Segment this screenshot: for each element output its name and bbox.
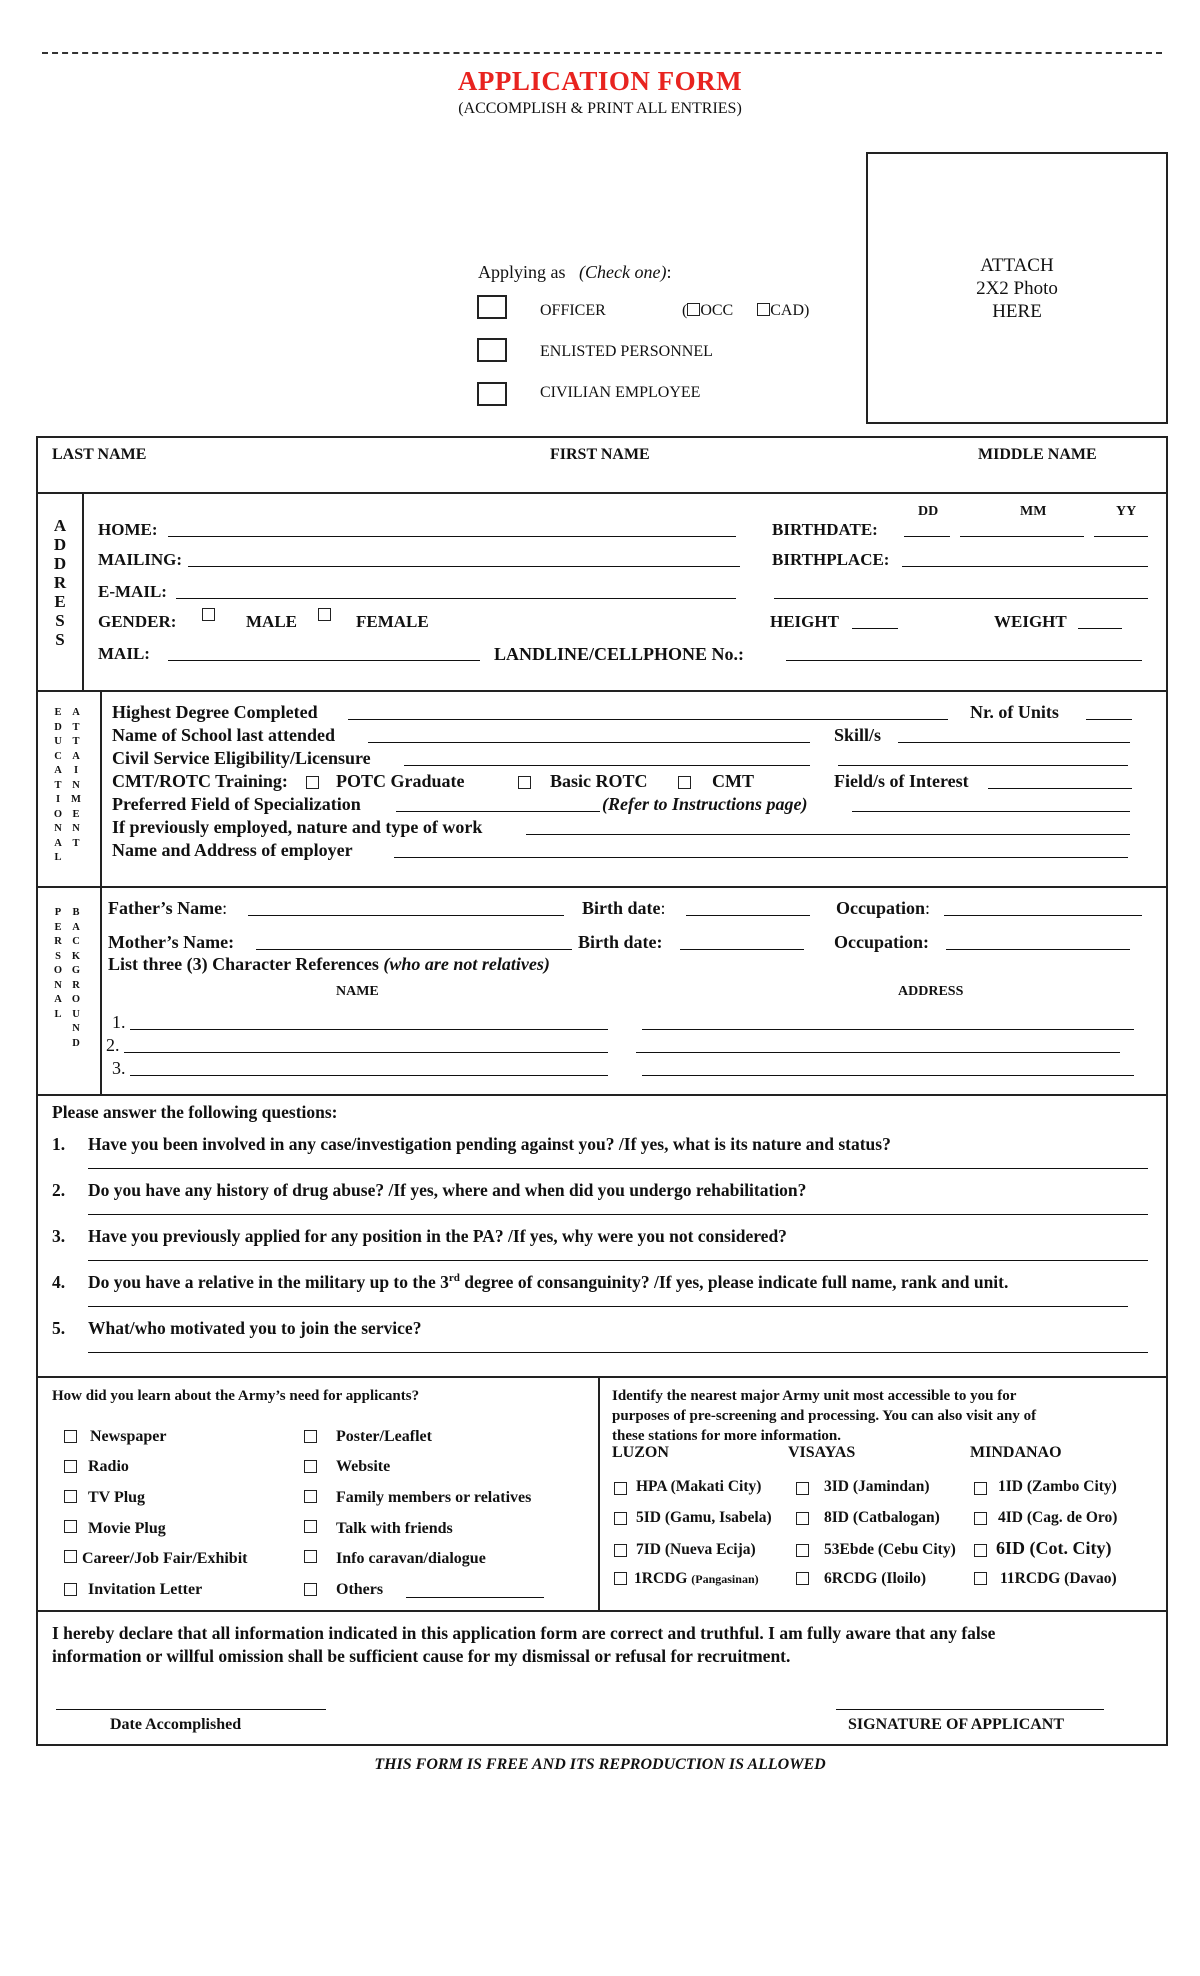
photo-box-line2: 2X2 Photo: [976, 278, 1058, 299]
middle-name-label: MIDDLE NAME: [978, 446, 1097, 463]
interest-label: Field/s of Interest: [834, 771, 969, 791]
gender-label: GENDER:: [98, 612, 177, 631]
others-label: Others: [336, 1581, 384, 1598]
cmt-rotc-label: CMT/ROTC Training:: [112, 771, 288, 791]
signature-label: SIGNATURE OF APPLICANT: [848, 1716, 1065, 1733]
female-checkbox[interactable]: [318, 608, 331, 621]
mailing-label: MAILING:: [98, 550, 183, 569]
5id-label: 5ID (Gamu, Isabela): [636, 1509, 772, 1526]
6id-checkbox[interactable]: [974, 1544, 987, 1557]
landline-label: LANDLINE/CELLPHONE No.:: [494, 644, 745, 664]
question-1-text: Have you been involved in any case/investigation pending against you? /If yes, what is its nature and status?: [88, 1134, 891, 1154]
question-5-num: 5.: [52, 1318, 66, 1338]
reference-1-address-field[interactable]: [642, 1029, 1134, 1030]
1id-checkbox[interactable]: [974, 1482, 987, 1495]
8id-label: 8ID (Catbalogan): [824, 1509, 940, 1526]
cmt-checkbox[interactable]: [678, 776, 691, 789]
mother-birth-date-label: Birth date:: [578, 932, 663, 952]
career-fair-label: Career/Job Fair/Exhibit: [82, 1550, 248, 1567]
poster-checkbox[interactable]: [304, 1430, 317, 1443]
yy-label: YY: [1116, 504, 1137, 519]
personal-side-label: P E R S O N A L: [53, 907, 63, 1020]
mail-field[interactable]: [168, 660, 480, 661]
family-checkbox[interactable]: [304, 1490, 317, 1503]
enlisted-label: ENLISTED PERSONNEL: [540, 343, 713, 360]
officer-label: OFFICER: [540, 302, 606, 319]
mailing-field[interactable]: [188, 566, 740, 567]
question-1-num: 1.: [52, 1134, 66, 1154]
birthplace-field-2[interactable]: [774, 598, 1148, 599]
question-4-answer[interactable]: [88, 1306, 1128, 1307]
question-4-num: 4.: [52, 1272, 66, 1292]
nr-units-label: Nr. of Units: [970, 702, 1059, 722]
birthplace-label: BIRTHPLACE:: [772, 550, 890, 569]
reference-1-name-field[interactable]: [130, 1029, 608, 1030]
male-checkbox[interactable]: [202, 608, 215, 621]
friends-checkbox[interactable]: [304, 1520, 317, 1533]
reference-row-3-num: 3.: [112, 1058, 126, 1078]
4id-checkbox[interactable]: [974, 1512, 987, 1525]
3id-checkbox[interactable]: [796, 1482, 809, 1495]
8id-checkbox[interactable]: [796, 1512, 809, 1525]
educational-side-label: E D U C A T I O N A L: [53, 707, 63, 863]
father-name-label: Father’s Name:: [108, 898, 228, 918]
school-field[interactable]: [368, 742, 810, 743]
11rcdg-checkbox[interactable]: [974, 1572, 987, 1585]
4id-label: 4ID (Cag. de Oro): [998, 1509, 1118, 1526]
question-3-text: Have you previously applied for any position in the PA? /If yes, why were you not considered?: [88, 1226, 787, 1246]
7id-label: 7ID (Nueva Ecija): [636, 1541, 756, 1558]
father-occupation-label: Occupation:: [836, 898, 931, 918]
father-name-field[interactable]: [248, 915, 564, 916]
basic-rotc-label: Basic ROTC: [550, 771, 648, 791]
references-address-header: ADDRESS: [898, 984, 964, 999]
specialization-field[interactable]: [396, 811, 600, 812]
prev-employed-field[interactable]: [526, 834, 1130, 835]
photo-box-line3: HERE: [992, 301, 1042, 322]
question-4-text: Do you have a relative in the military up to the 3rd degree of consanguinity? /If yes, please indicate full name, rank and unit.: [88, 1272, 1009, 1292]
1rcdg-checkbox[interactable]: [614, 1572, 627, 1585]
radio-checkbox[interactable]: [64, 1460, 77, 1473]
question-2-text: Do you have any history of drug abuse? /If yes, where and when did you undergo rehabilitation?: [88, 1180, 807, 1200]
stations-intro: Identify the nearest major Army unit most accessible to you for purposes of pre-screening and processing. You can also visit any of these stations for more information.: [612, 1388, 1037, 1444]
newspaper-checkbox[interactable]: [64, 1430, 77, 1443]
1rcdg-label: 1RCDG (Pangasinan): [634, 1570, 759, 1587]
others-field[interactable]: [406, 1597, 544, 1598]
learn-question: How did you learn about the Army’s need for applicants?: [52, 1388, 420, 1404]
declaration-text: I hereby declare that all information indicated in this application form are correct and truthful. I am fully aware that any false information or willful omission shall be sufficient cause for my dismissal or refusal for recruitment.: [52, 1623, 996, 1666]
mother-name-field[interactable]: [256, 949, 572, 950]
email-field[interactable]: [176, 598, 736, 599]
father-birth-date-field[interactable]: [686, 915, 810, 916]
nr-units-field[interactable]: [1086, 719, 1132, 720]
prev-employed-label: If previously employed, nature and type of work: [112, 817, 483, 837]
career-fair-checkbox[interactable]: [64, 1550, 77, 1563]
home-label: HOME:: [98, 520, 158, 539]
potc-checkbox[interactable]: [306, 776, 319, 789]
address-section: [36, 492, 1168, 692]
civilian-label: CIVILIAN EMPLOYEE: [540, 384, 701, 401]
tv-plug-checkbox[interactable]: [64, 1490, 77, 1503]
questions-section: [36, 1094, 1168, 1378]
date-accomplished-field[interactable]: [56, 1709, 326, 1710]
others-checkbox[interactable]: [304, 1583, 317, 1596]
school-label: Name of School last attended: [112, 725, 335, 745]
employer-label: Name and Address of employer: [112, 840, 353, 860]
footer-note: THIS FORM IS FREE AND ITS REPRODUCTION IS ALLOWED: [374, 1756, 826, 1773]
enlisted-checkbox[interactable]: [477, 338, 507, 362]
education-section: [36, 690, 1168, 888]
female-label: FEMALE: [356, 612, 429, 631]
eligibility-label: Civil Service Eligibility/Licensure: [112, 748, 371, 768]
highest-degree-label: Highest Degree Completed: [112, 702, 318, 722]
cmt-label: CMT: [712, 771, 754, 791]
question-1-answer[interactable]: [88, 1168, 1148, 1169]
birthdate-mm-field[interactable]: [960, 536, 1084, 537]
employer-field[interactable]: [394, 857, 1128, 858]
visayas-header: VISAYAS: [788, 1444, 856, 1461]
questions-intro: Please answer the following questions:: [52, 1102, 338, 1122]
53ebde-checkbox[interactable]: [796, 1544, 809, 1557]
birthdate-dd-field[interactable]: [904, 536, 950, 537]
6rcdg-checkbox[interactable]: [796, 1572, 809, 1585]
53ebde-label: 53Ebde (Cebu City): [824, 1541, 956, 1558]
interest-field[interactable]: [988, 788, 1132, 789]
photo-box[interactable]: [866, 152, 1168, 424]
civilian-checkbox[interactable]: [477, 382, 507, 406]
mother-occupation-field[interactable]: [946, 949, 1130, 950]
mother-name-label: Mother’s Name:: [108, 932, 235, 952]
last-name-label: LAST NAME: [52, 446, 147, 463]
mother-birth-date-field[interactable]: [680, 949, 804, 950]
1id-label: 1ID (Zambo City): [998, 1478, 1117, 1495]
father-birth-date-label: Birth date:: [582, 898, 666, 918]
6id-label: 6ID (Cot. City): [996, 1538, 1112, 1558]
occ-checkbox[interactable]: [687, 303, 700, 316]
reference-3-address-field[interactable]: [642, 1075, 1134, 1076]
reference-2-name-field[interactable]: [124, 1052, 608, 1053]
friends-label: Talk with friends: [336, 1520, 453, 1537]
officer-checkbox[interactable]: [477, 295, 507, 319]
birthdate-yy-field[interactable]: [1094, 536, 1148, 537]
specialization-field-2[interactable]: [852, 811, 1130, 812]
hpa-checkbox[interactable]: [614, 1482, 627, 1495]
potc-label: POTC Graduate: [336, 771, 465, 791]
website-label: Website: [336, 1458, 391, 1475]
tv-plug-label: TV Plug: [88, 1489, 146, 1506]
skills-field[interactable]: [898, 742, 1130, 743]
first-name-label: FIRST NAME: [550, 446, 650, 463]
dd-label: DD: [918, 504, 939, 519]
personal-background-section: [36, 886, 1168, 1096]
male-label: MALE: [246, 612, 297, 631]
radio-label: Radio: [88, 1458, 129, 1475]
mother-occupation-label: Occupation:: [834, 932, 930, 952]
basic-rotc-checkbox[interactable]: [518, 776, 531, 789]
question-2-answer[interactable]: [88, 1214, 1148, 1215]
weight-label: WEIGHT: [994, 612, 1067, 631]
11rcdg-label: 11RCDG (Davao): [1000, 1570, 1117, 1587]
luzon-header: LUZON: [612, 1444, 669, 1461]
cad-checkbox[interactable]: [757, 303, 770, 316]
height-label: HEIGHT: [770, 612, 839, 631]
email-label: E-MAIL:: [98, 582, 167, 601]
invitation-letter-label: Invitation Letter: [88, 1581, 203, 1598]
question-3-answer[interactable]: [88, 1260, 1148, 1261]
references-name-header: NAME: [336, 984, 379, 999]
mm-label: MM: [1020, 504, 1047, 519]
eligibility-field-2[interactable]: [838, 765, 1128, 766]
reference-row-2-num: 2.: [106, 1035, 120, 1055]
reference-row-1-num: 1.: [112, 1012, 126, 1032]
7id-checkbox[interactable]: [614, 1544, 627, 1557]
newspaper-label: Newspaper: [90, 1428, 167, 1445]
movie-plug-checkbox[interactable]: [64, 1520, 77, 1533]
learn-stations-section: [36, 1376, 1168, 1612]
reference-2-address-field[interactable]: [636, 1052, 1120, 1053]
photo-box-line1: ATTACH: [980, 255, 1054, 276]
caravan-checkbox[interactable]: [304, 1550, 317, 1563]
officer-sub-options: ( OCC CAD): [682, 302, 810, 319]
form-title: APPLICATION FORM: [457, 66, 743, 96]
background-side-label: B A C K G R O U N D: [71, 907, 81, 1049]
declaration-section: [36, 1610, 1168, 1746]
birthplace-field[interactable]: [902, 566, 1148, 567]
top-dashed-line: [42, 52, 1162, 54]
question-3-num: 3.: [52, 1226, 66, 1246]
height-field[interactable]: [852, 628, 898, 629]
question-5-text: What/who motivated you to join the service?: [88, 1318, 422, 1338]
movie-plug-label: Movie Plug: [88, 1520, 166, 1537]
reference-3-name-field[interactable]: [130, 1075, 608, 1076]
question-5-answer[interactable]: [88, 1352, 1148, 1353]
date-accomplished-label: Date Accomplished: [110, 1716, 242, 1733]
eligibility-field[interactable]: [404, 765, 810, 766]
caravan-label: Info caravan/dialogue: [336, 1550, 486, 1567]
references-label: List three (3) Character References (who are not relatives): [108, 954, 550, 974]
home-field[interactable]: [168, 536, 736, 537]
applying-as-label: Applying as (Check one):: [478, 262, 672, 282]
skills-label: Skill/s: [834, 725, 882, 745]
birthdate-label: BIRTHDATE:: [772, 520, 878, 539]
father-occupation-field[interactable]: [944, 915, 1142, 916]
question-2-num: 2.: [52, 1180, 66, 1200]
name-section: [36, 436, 1168, 494]
website-checkbox[interactable]: [304, 1460, 317, 1473]
attainment-side-label: A T T A I N M E N T: [71, 707, 81, 849]
3id-label: 3ID (Jamindan): [824, 1478, 930, 1495]
landline-field[interactable]: [786, 660, 1142, 661]
specialization-label: Preferred Field of Specialization: [112, 794, 361, 814]
mail-label: MAIL:: [98, 644, 150, 663]
poster-label: Poster/Leaflet: [336, 1428, 432, 1445]
highest-degree-field[interactable]: [348, 719, 948, 720]
5id-checkbox[interactable]: [614, 1512, 627, 1525]
refer-instructions: (Refer to Instructions page): [602, 794, 808, 814]
form-subtitle: (ACCOMPLISH & PRINT ALL ENTRIES): [458, 100, 742, 117]
6rcdg-label: 6RCDG (Iloilo): [824, 1570, 927, 1587]
weight-field[interactable]: [1078, 628, 1122, 629]
hpa-label: HPA (Makati City): [636, 1478, 762, 1495]
signature-field[interactable]: [836, 1709, 1104, 1710]
invitation-letter-checkbox[interactable]: [64, 1583, 77, 1596]
mindanao-header: MINDANAO: [970, 1444, 1062, 1461]
family-label: Family members or relatives: [336, 1489, 532, 1506]
address-side-label: A D D R E S S: [53, 516, 67, 649]
